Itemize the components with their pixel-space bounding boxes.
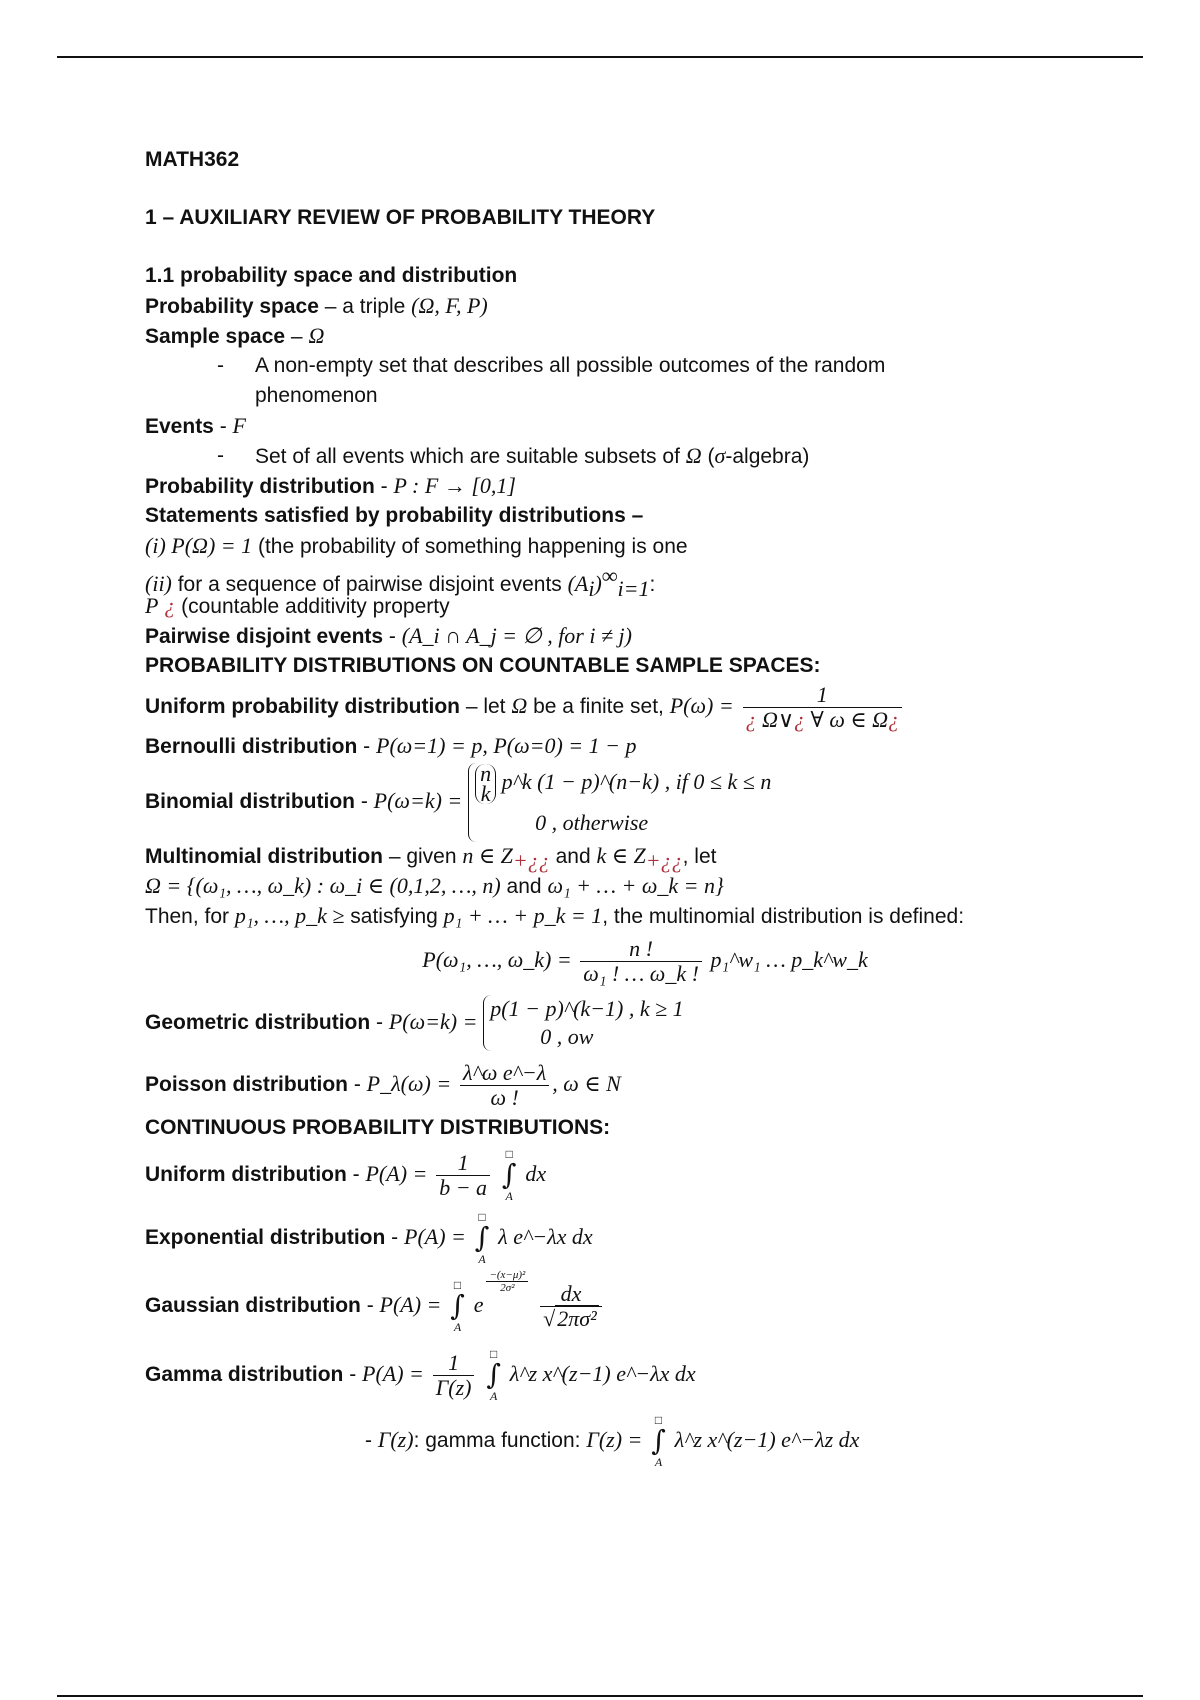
term-label: Binomial distribution	[145, 790, 355, 813]
events-math: (A	[567, 571, 589, 596]
omega-definition-math: ω₁ + … + ω_k = n}	[547, 873, 724, 898]
exponential-line	[145, 1205, 1145, 1269]
term-text: – a triple	[318, 295, 412, 318]
uniform-fraction	[436, 1151, 490, 1200]
integral-lower: A	[489, 1389, 498, 1404]
formula-lhs: P_λ(ω) =	[366, 1071, 452, 1096]
integral-sign: □ ∫ A	[501, 1147, 517, 1204]
poisson-line	[145, 1055, 1145, 1113]
term-math: (Ω, F, P)	[411, 293, 488, 318]
term-text: – given	[382, 845, 463, 868]
events-line	[145, 411, 1145, 441]
term-label: Sample space	[145, 325, 286, 348]
fraction-denominator: √2πσ²	[543, 1305, 597, 1331]
term-label: Poisson distribution	[145, 1073, 348, 1096]
pairwise-line	[145, 621, 1145, 651]
formula-lhs: P(ω=k) =	[373, 788, 463, 813]
integral-upper: □	[505, 1147, 513, 1162]
countable-heading: PROBABILITY DISTRIBUTIONS ON COUNTABLE SAMPLE SPACES:	[145, 654, 821, 677]
course-code: MATH362	[145, 148, 240, 171]
omega-definition-line	[145, 871, 1145, 901]
term-label: Exponential distribution	[145, 1226, 386, 1249]
term-text: , let	[682, 845, 717, 868]
fraction-denominator: ω₁ ! … ω_k !	[583, 961, 699, 987]
integral-sign: □ ∫ A	[474, 1210, 490, 1267]
formula-lhs: P(ω₁, …, ω_k) =	[422, 947, 572, 972]
bullet-continuation	[145, 381, 1145, 411]
multinomial-formula	[145, 931, 1145, 989]
piecewise-brace	[468, 760, 772, 842]
term-label: Geometric distribution	[145, 1011, 371, 1034]
piecewise-case: p(1 − p)^(k−1) , k ≥ 1	[490, 996, 684, 1022]
fraction-numerator: −(x−μ)²	[486, 1269, 528, 1282]
top-rule	[57, 56, 1143, 58]
additivity-math: P	[145, 593, 159, 618]
fraction-denominator: b − a	[439, 1174, 488, 1200]
fraction-numerator: 1	[436, 1151, 490, 1176]
bullet-text: phenomenon	[255, 384, 378, 407]
broken-glyph: ¿	[794, 706, 806, 732]
statement-text: :	[649, 573, 656, 596]
bullet-dash: -	[217, 354, 224, 377]
multinomial-fraction	[580, 937, 702, 986]
fraction-denominator: 2σ²	[500, 1282, 515, 1294]
spacer	[145, 175, 1145, 203]
spacer	[145, 233, 1145, 261]
integral-lower: A	[505, 1189, 513, 1204]
then-math: p₁ + … + p_k = 1	[443, 903, 603, 928]
statement-text: (the probability of something happening is one	[252, 535, 688, 558]
term-label: Probability space	[145, 295, 319, 318]
term-math: (A_i ∩ A_j = ∅ , for i ≠ j)	[401, 623, 632, 648]
broken-glyph: ¿	[164, 593, 176, 618]
term-text: –	[285, 325, 309, 348]
prob-dist-line	[145, 471, 1145, 501]
bullet-item	[145, 351, 1145, 381]
piecewise-case: 0 , otherwise	[535, 809, 649, 835]
fraction-numerator: dx	[540, 1282, 602, 1307]
term-math: k ∈ Z	[596, 843, 646, 868]
integral-lower: A	[654, 1455, 663, 1470]
fraction-numerator: λ^ω e^−λ	[460, 1061, 549, 1086]
additivity-text: (countable additivity property	[175, 595, 450, 618]
term-text: -	[355, 790, 374, 813]
then-text: , the multinomial distribution is defined:	[602, 905, 965, 928]
fraction-numerator: 1	[743, 683, 903, 708]
binomial-line	[145, 761, 1145, 841]
gaussian-line	[145, 1269, 1145, 1341]
formula-rhs: dx	[525, 1161, 547, 1186]
chapter-heading: 1 – AUXILIARY REVIEW OF PROBABILITY THEORY	[145, 206, 656, 229]
denominator-text: Ω∨	[756, 706, 795, 732]
integral-lower: A	[478, 1252, 486, 1267]
integral-upper: □	[453, 1278, 462, 1293]
exponential-base: e	[473, 1292, 484, 1317]
formula-lhs: P(A) =	[362, 1361, 424, 1386]
exponent-fraction	[486, 1269, 528, 1294]
fraction-numerator: n !	[580, 937, 702, 962]
then-math: p₁, …, p_k ≥	[234, 903, 345, 928]
then-text: satisfying	[344, 905, 444, 928]
term-text: -	[360, 1294, 380, 1317]
continuous-heading: CONTINUOUS PROBABILITY DISTRIBUTIONS:	[145, 1116, 611, 1139]
omega-definition-math: Ω = {(ω₁, …, ω_k) : ω_i ∈ (0,1,2, …, n)	[145, 873, 501, 898]
binom-top: n	[480, 760, 492, 786]
statement-ii	[145, 561, 1145, 602]
broken-glyph: ¿	[888, 706, 900, 732]
binom-bottom: k	[480, 780, 491, 806]
fraction-denominator	[743, 708, 903, 732]
document-body	[145, 145, 1145, 1473]
sigma-symbol: σ	[714, 443, 726, 468]
term-text: -	[383, 625, 402, 648]
piecewise-case: p^k (1 − p)^(n−k) , if 0 ≤ k ≤ n	[501, 768, 772, 794]
term-text: and	[549, 845, 597, 868]
formula-lhs: P(A) =	[379, 1292, 442, 1317]
denominator-text: ∀ ω ∈ Ω	[805, 706, 889, 732]
term-text: -	[370, 1011, 389, 1034]
poisson-fraction	[460, 1061, 549, 1110]
term-text: and	[500, 875, 548, 898]
gamma-fn-text: : gamma function:	[413, 1429, 587, 1452]
superscript: ∞	[601, 563, 618, 588]
gaussian-fraction	[540, 1282, 602, 1331]
term-math: P(ω=1) = p, P(ω=0) = 1 − p	[376, 733, 637, 758]
uniform-prob-line	[145, 681, 1145, 731]
gamma-fraction	[433, 1351, 475, 1400]
statements-heading: Statements satisfied by probability distributions –	[145, 504, 644, 527]
then-line	[145, 901, 1145, 931]
bullet-item	[145, 441, 1145, 471]
term-math: F	[232, 413, 246, 438]
term-text: -	[374, 475, 394, 498]
integral-upper: □	[654, 1413, 663, 1428]
integral-sign: □ ∫ A	[450, 1278, 465, 1335]
statement-i	[145, 531, 1145, 561]
integral-sign: □ ∫ A	[651, 1413, 666, 1470]
term-math: P : F → [0,1]	[393, 473, 516, 498]
events-math: )	[594, 571, 602, 596]
term-text: -	[357, 735, 376, 758]
bullet-text: -algebra)	[725, 445, 810, 468]
term-text: – let	[459, 695, 512, 718]
gamma-fn-text: -	[365, 1429, 378, 1452]
uniform-continuous-line	[145, 1143, 1145, 1205]
integral-upper: □	[478, 1210, 486, 1225]
term-label: Multinomial distribution	[145, 845, 383, 868]
broken-glyph: ¿	[745, 706, 757, 732]
integral-sign: □ ∫ A	[486, 1347, 501, 1404]
term-label: Bernoulli distribution	[145, 735, 358, 758]
term-text: -	[213, 415, 233, 438]
statement-math: (ii)	[145, 571, 172, 596]
formula-rhs: λ^z x^(z−1) e^−λx dx	[509, 1361, 696, 1386]
omega-symbol: Ω	[685, 443, 702, 468]
bullet-text: Set of all events which are suitable subsets of	[255, 445, 686, 468]
geometric-line	[145, 989, 1145, 1055]
broken-glyph: +¿¿	[512, 848, 550, 874]
piecewise-brace	[483, 995, 683, 1051]
multinomial-line	[145, 841, 1145, 874]
formula-lhs: P(ω) =	[669, 693, 734, 718]
term-text: -	[385, 1226, 405, 1249]
bullet-text: (	[701, 445, 715, 468]
term-text: -	[348, 1073, 367, 1096]
sqrt-radicand: 2πσ²	[557, 1305, 597, 1331]
statement-text: for a sequence of pairwise disjoint events	[171, 573, 568, 596]
term-label: Pairwise disjoint events	[145, 625, 384, 648]
sample-space-line	[145, 321, 1145, 351]
term-label: Gaussian distribution	[145, 1294, 361, 1317]
subscript: i	[588, 576, 595, 602]
term-math: Ω	[308, 323, 325, 348]
term-label: Gamma distribution	[145, 1363, 344, 1386]
integral-lower: A	[453, 1320, 462, 1335]
formula-lhs: P(ω=k) =	[388, 1009, 478, 1034]
omega-symbol: Ω	[511, 693, 528, 718]
piecewise-case: 0 , ow	[540, 1024, 594, 1050]
formula-rhs: p₁^w₁ … p_k^w_k	[710, 947, 868, 972]
fraction-denominator: ω !	[490, 1084, 519, 1110]
subscript: i=1	[617, 576, 650, 602]
term-label: Uniform distribution	[145, 1163, 347, 1186]
broken-glyph: +¿¿	[645, 848, 683, 874]
integral-upper: □	[490, 1347, 498, 1362]
statement-math: (i) P(Ω) = 1	[145, 533, 253, 558]
term-label: Probability distribution	[145, 475, 375, 498]
formula-lhs: P(A) =	[404, 1224, 466, 1249]
gamma-line	[145, 1341, 1145, 1407]
term-math: n ∈ Z	[462, 843, 513, 868]
binomial-coefficient	[475, 760, 496, 806]
formula-rhs: , ω ∈ N	[552, 1071, 621, 1096]
formula-rhs: λ^z x^(z−1) e^−λz dx	[674, 1427, 860, 1452]
uniform-fraction	[743, 683, 903, 732]
bernoulli-line	[145, 731, 1145, 761]
fraction-denominator: Γ(z)	[435, 1374, 472, 1400]
bullet-text: A non-empty set that describes all possible outcomes of the random	[255, 354, 886, 377]
formula-lhs: P(A) =	[365, 1161, 428, 1186]
term-label: Events	[145, 415, 214, 438]
gamma-function-line	[145, 1407, 1145, 1473]
then-text: Then, for	[145, 905, 235, 928]
piecewise-row	[475, 760, 772, 806]
prob-space-line	[145, 291, 1145, 321]
formula-lhs: Γ(z) =	[586, 1427, 643, 1452]
term-text: -	[343, 1363, 363, 1386]
term-text: be a finite set,	[527, 695, 670, 718]
fraction-numerator: 1	[433, 1351, 475, 1376]
section-heading: 1.1 probability space and distribution	[145, 264, 518, 287]
gamma-fn-math: Γ(z)	[377, 1427, 414, 1452]
bullet-dash: -	[217, 444, 224, 467]
term-text: -	[346, 1163, 366, 1186]
term-label: Uniform probability distribution	[145, 695, 460, 718]
bottom-rule	[57, 1695, 1143, 1697]
formula-rhs: λ e^−λx dx	[498, 1224, 593, 1249]
